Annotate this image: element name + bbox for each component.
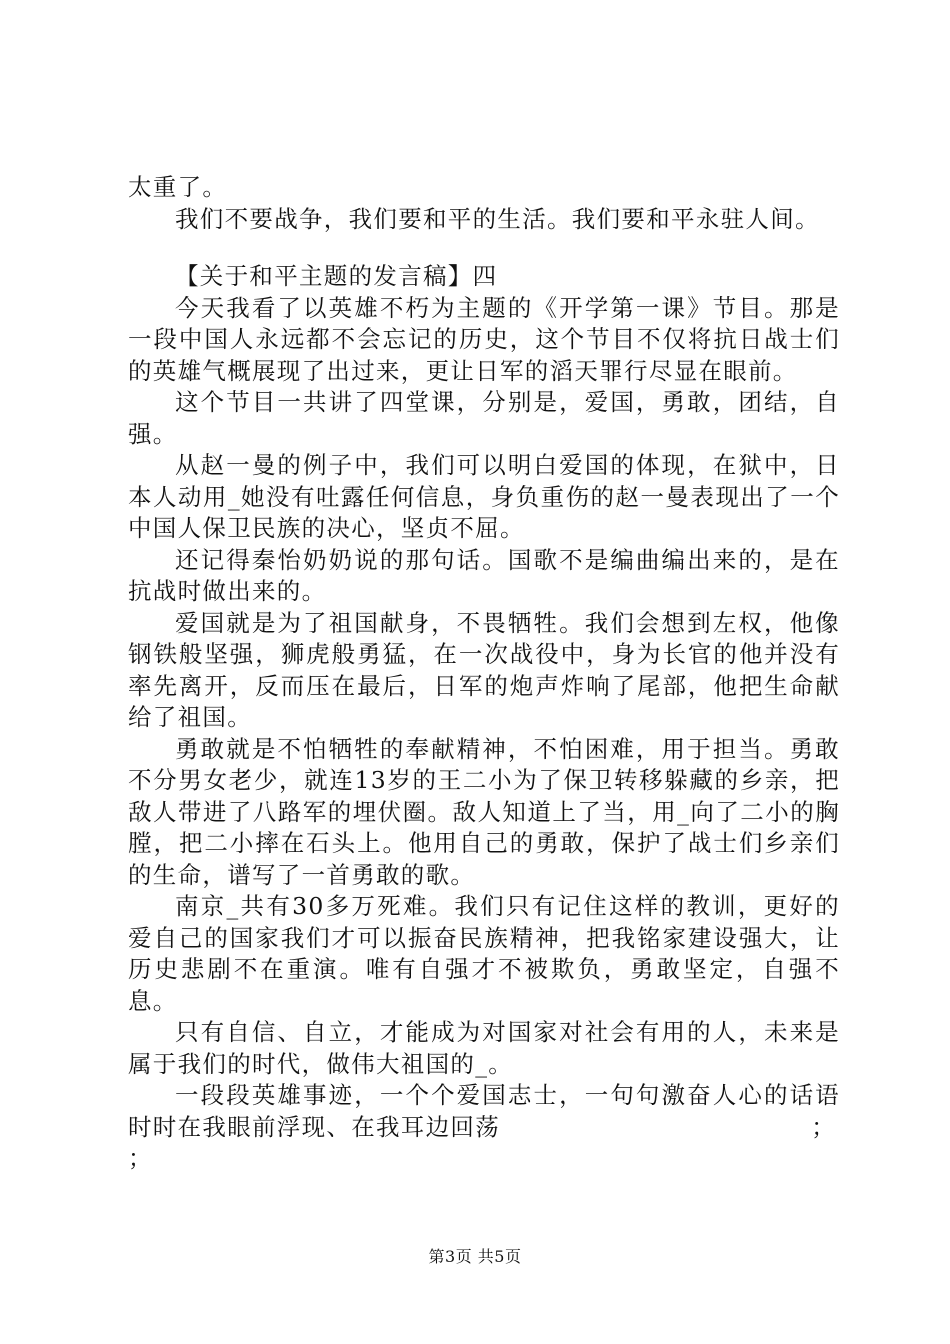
paragraph-6: 勇敢就是不怕牺牲的奉献精神，不怕困难，用于担当。勇敢不分男女老少，就连13岁的王二小为了保卫转移躲藏的乡亲，把敌人带进了八路军的埋伏圈。敌人知道上了当，用_向了二小的胸膛，把二小摔在石头上。他用自己的勇敢，保护了战士们乡亲们的生命，谱写了一首勇敢的歌。: [128, 734, 840, 889]
paragraph-8: 只有自信、自立，才能成为对国家对社会有用的人，未来是属于我们的时代，做伟大祖国的_。: [128, 1018, 840, 1078]
opening-line: 太重了。: [128, 173, 228, 201]
paragraph-1: 今天我看了以英雄不朽为主题的《开学第一课》节目。那是一段中国人永远都不会忘记的历史，这个节目不仅将抗日战士们的英雄气概展现了出过来，更让日军的滔天罪行尽显在眼前。: [128, 293, 840, 385]
section-heading: 【关于和平主题的发言稿】四: [175, 262, 498, 290]
trailing-semicolon: ；: [811, 1112, 836, 1141]
paragraph-5: 爱国就是为了祖国献身，不畏牺牲。我们会想到左权，他像钢铁般坚强，狮虎般勇猛，在一次战役中，身为长官的他并没有率先离开，反而压在最后，日军的炮声炸响了尾部，他把生命献给了祖国。: [128, 608, 840, 731]
trailing-semicolon-line: ；: [128, 1144, 153, 1172]
page-number: 第3页 共5页: [428, 1247, 522, 1266]
document-body: [128, 172, 840, 1175]
paragraph-9: [128, 1080, 840, 1143]
paragraph-3: 从赵一曼的例子中，我们可以明白爱国的体现，在狱中，日本人动用_她没有吐露任何信息，身负重伤的赵一曼表现出了一个中国人保卫民族的决心，坚贞不屈。: [128, 451, 840, 542]
paragraph-9-text: 一段段英雄事迹，一个个爱国志士，一句句激奋人心的话语时时在我眼前浮现、在我耳边回荡: [128, 1081, 840, 1141]
section-gap: [128, 235, 840, 261]
closing-line: 我们不要战争，我们要和平的生活。我们要和平永驻人间。: [175, 204, 820, 233]
paragraph-4: 还记得秦怡奶奶说的那句话。国歌不是编曲编出来的，是在抗战时做出来的。: [128, 545, 840, 605]
paragraph-7: 南京_共有30多万死难。我们只有记住这样的教训，更好的爱自己的国家我们才可以振奋民族精神，把我铭家建设强大，让历史悲剧不在重演。唯有自强才不被欺负，勇敢坚定，自强不息。: [128, 892, 840, 1015]
paragraph-2: 这个节目一共讲了四堂课，分别是，爱国，勇敢，团结，自强。: [128, 388, 840, 448]
